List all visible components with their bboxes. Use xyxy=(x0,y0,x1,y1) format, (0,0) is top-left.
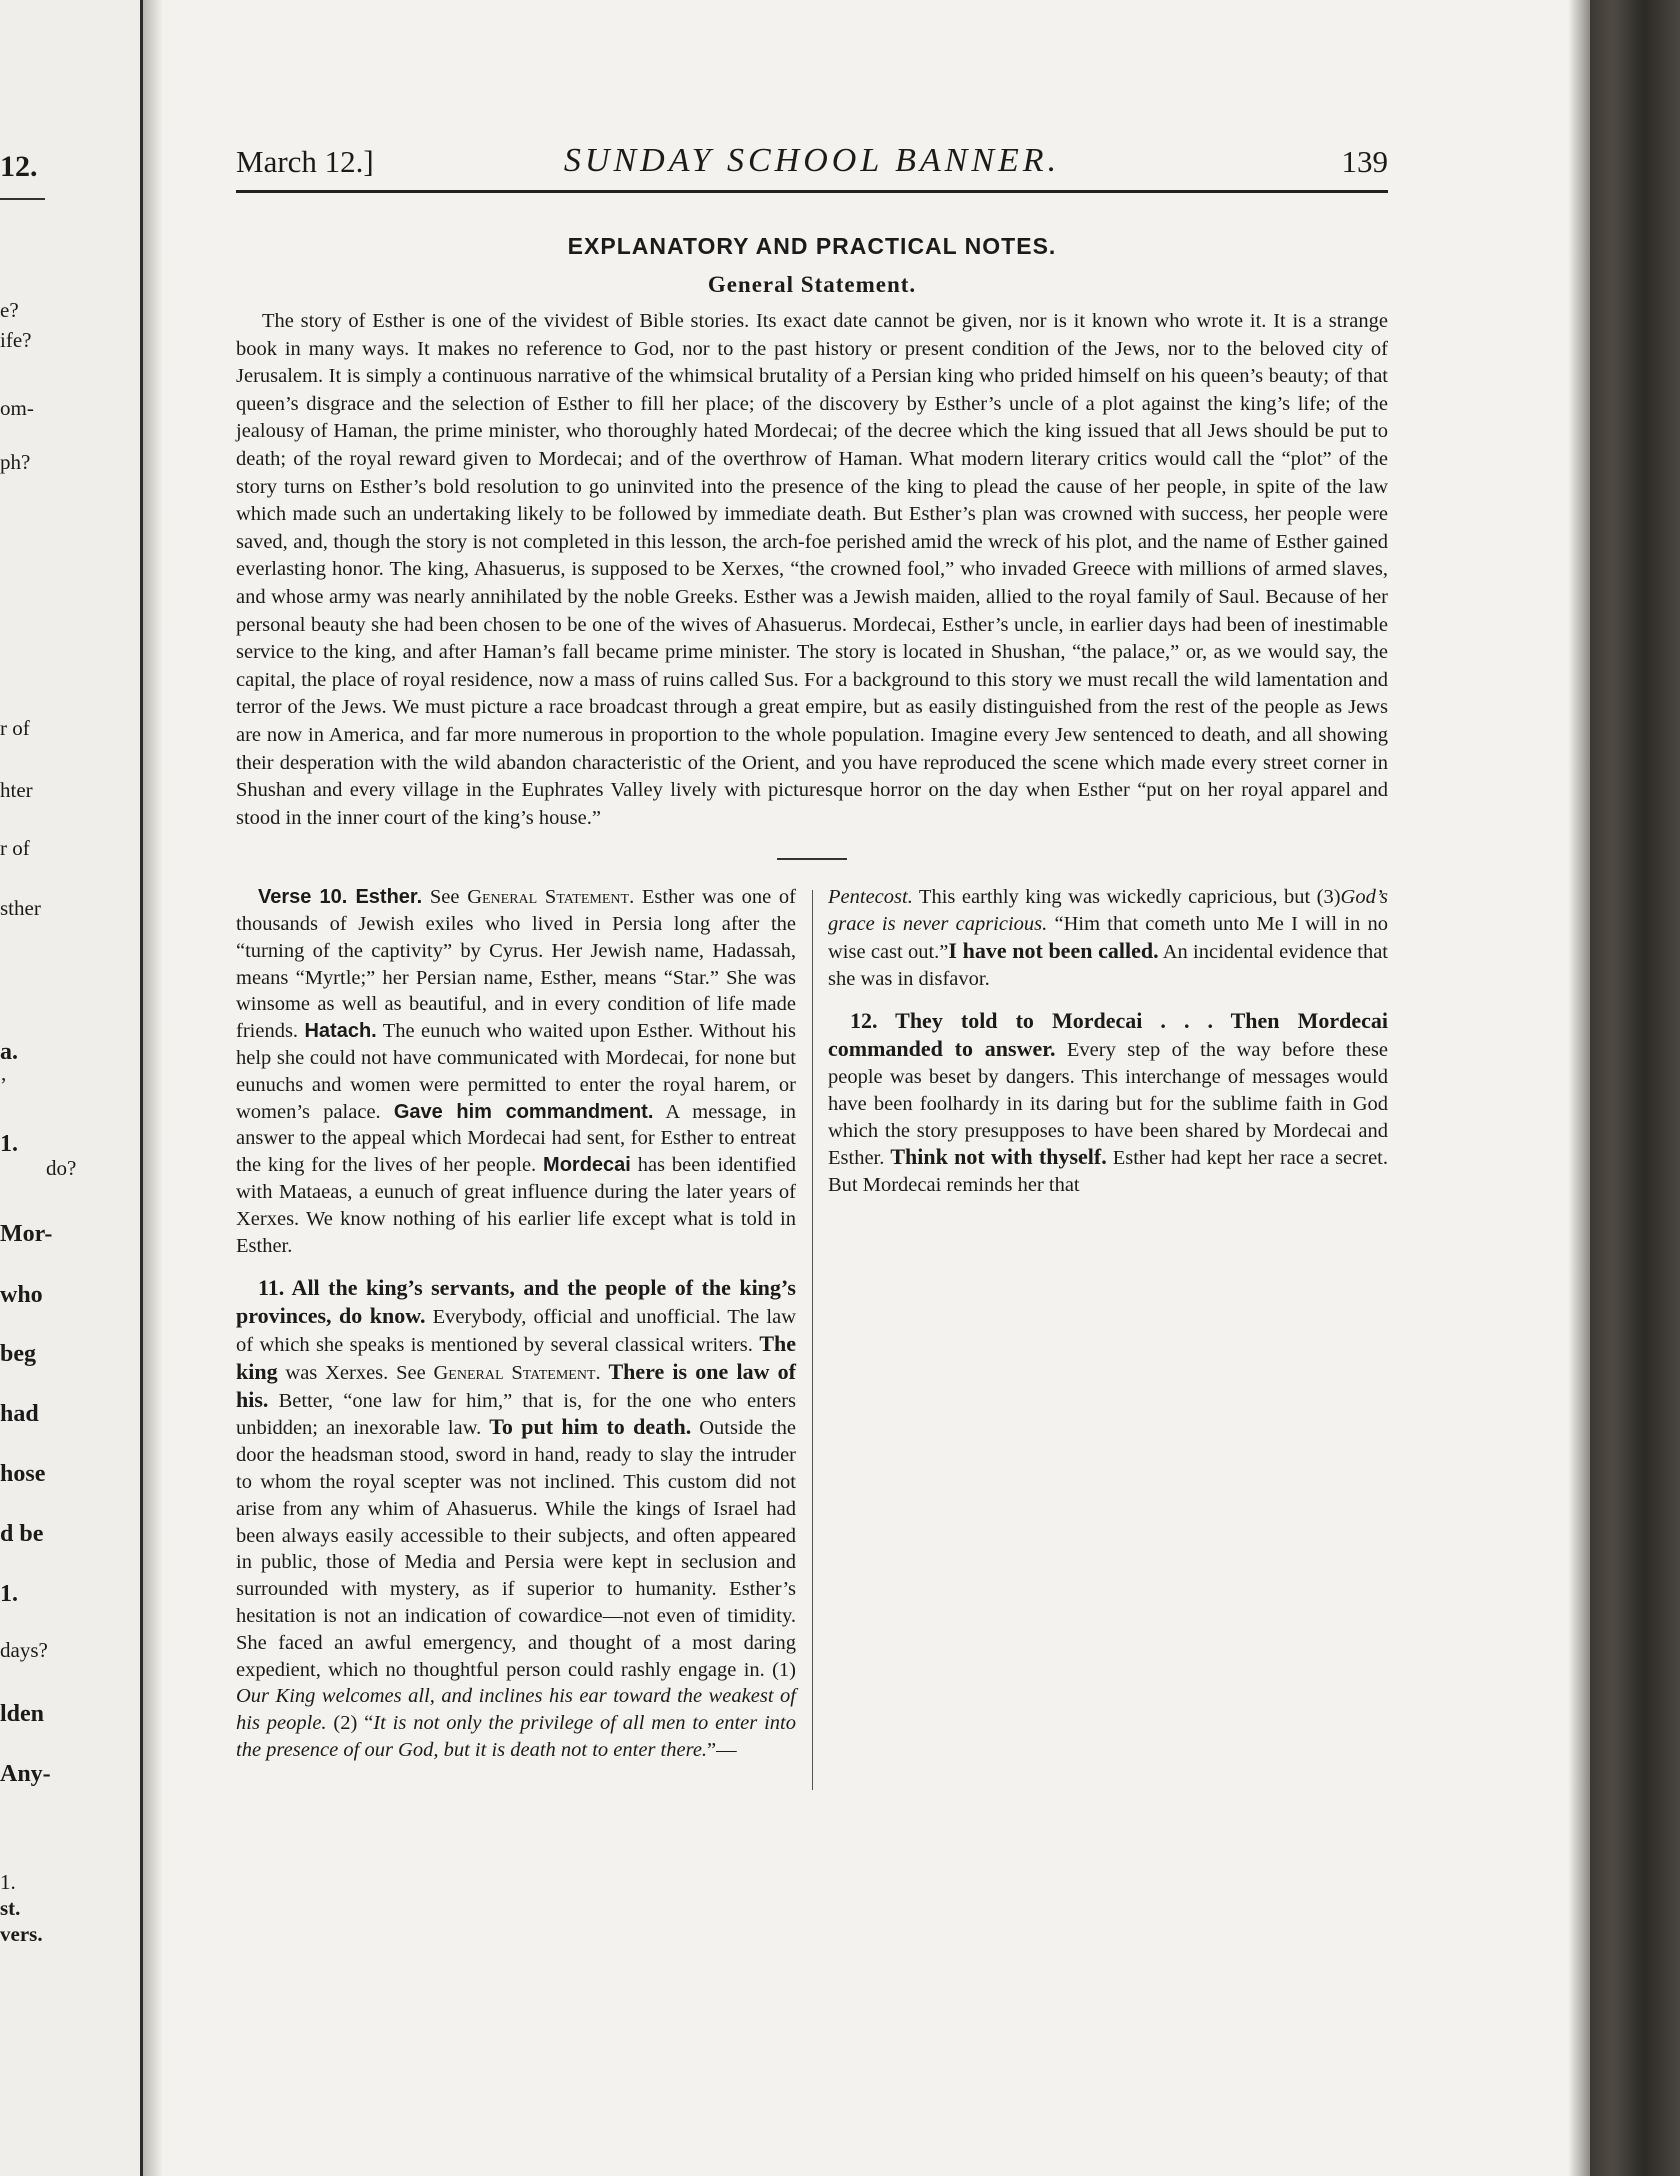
page-number: 139 xyxy=(1341,144,1388,179)
running-header xyxy=(236,140,1388,193)
prev-line: 1. xyxy=(0,1131,18,1157)
italic-quote: It is not only the privilege of all men to enter into the presence of our God, but it is death not to enter there. xyxy=(236,1712,796,1761)
column-rule xyxy=(812,890,813,1790)
note-text: Everybody, official and unofficial. The law of which she speaks is mentioned by several classical writers. xyxy=(236,1306,796,1357)
prev-line: 1. xyxy=(0,1581,18,1607)
keyword-i-have-not-been-called: I have not been called. xyxy=(948,937,1159,963)
prev-line: hose xyxy=(0,1461,46,1487)
book-spine xyxy=(1590,0,1680,2176)
italic-attribution: Pentecost. xyxy=(828,886,913,909)
prev-header-rule xyxy=(0,198,45,200)
note-text: A message, in answer to the appeal which Mordecai had sent, for Esther to entreat the king for the lives of her people. xyxy=(236,1100,796,1177)
header-date: March 12.] xyxy=(236,144,374,179)
note-text: ”— xyxy=(707,1738,737,1761)
verse-11-heading: 11. All the king’s servants, and the people of the king’s provinces, do know. xyxy=(236,1275,796,1329)
note-text: See xyxy=(422,886,468,909)
prev-line: r of xyxy=(0,836,30,860)
general-statement-paragraph: The story of Esther is one of the vividest of Bible stories. Its exact date cannot be given, nor is it known who wrote it. It is a strange book in many ways. It makes no reference to God, nor to the past history or present condition of the Jews, nor to the beloved city of Jerusalem. It is simply a continuous narrative of the whimsical brutality of a Persian king who prided himself on his queen’s beauty; of that queen’s disgrace and the selection of Esther to fill her place; of the discovery by Esther’s uncle of a plot against the king’s life; of the jealousy of Haman, the prime minister, who thoroughly hated Mordecai; of the decree which the king issued that all Jews should be put to death; of the royal reward given to Mordecai; and of the overthrow of Haman. What modern literary critics would call the “plot” of the story turns on Esther’s bold resolution to go uninvited into the presence of the king to plead the cause of her people, in spite of the law which made such an undertaking likely to be followed by immediate death. But Esther’s plan was crowned with success, her people were saved, and, though the story is not completed in this lesson, the arch-foe perished amid the wreck of his plot, and the name of Esther gained everlasting honor. The king, Ahasuerus, is supposed to be Xerxes, “the crowned fool,” who invaded Greece with millions of armed slaves, and whose army was nearly annihilated by the noble Greeks. Esther was a Jewish maiden, allied to the royal family of Saul. Because of her personal beauty she had been chosen to be one of the wives of Ahasuerus. Mordecai, Esther’s uncle, in earlier days had been of inestimable service to the king, and after Haman’s fall became prime minister. The story is located in Shushan, “the palace,” or, as we would say, the capital, the place of royal residence, now a mass of ruins called Sus. For a background to this story we must recall the wild lamentation and terror of the Jews. We must picture a race broadcast through a great empire, but as easily distinguished from the rest of the people as Jews are now in America, and far more numerous in proportion to the whole population. Imagine every Jew sentenced to death, and all showing their desperation with the wild abandon characteristic of the Orient, and you have reproduced the scene which made every street corner in Shushan and every village in the Euphrates Valley lively with picturesque horror on the day when Esther “put on her royal apparel and stood in the inner court of the king’s house.” xyxy=(236,310,1388,829)
note-text: Every step of the way before these people was beset by dangers. This interchange of messages would have been foolhardy in its daring but for the sublime faith in God which the story presupposes to have been shared by Mordecai and Esther. xyxy=(828,1039,1388,1170)
keyword-hatach: Hatach. xyxy=(304,1020,377,1043)
prev-line: do? xyxy=(46,1156,77,1180)
verse-11-note xyxy=(828,884,1388,992)
prev-line: days? xyxy=(0,1638,48,1662)
note-text: was Xerxes. See xyxy=(277,1361,434,1384)
verse-12-heading: 12. They told to Mordecai . . . Then Mordecai commanded to answer. xyxy=(828,1008,1388,1062)
prev-line: ’ xyxy=(0,1073,7,1097)
prev-line: r of xyxy=(0,716,30,740)
prev-line: lden xyxy=(0,1701,45,1727)
prev-line: a. xyxy=(0,1039,18,1065)
keyword-to-put-him-to-death: To put him to death. xyxy=(489,1414,692,1440)
italic-quote: God’s grace is never capricious. xyxy=(828,886,1388,936)
right-column xyxy=(828,884,1388,1215)
prev-line: Any- xyxy=(0,1761,51,1787)
previous-page-fragments xyxy=(0,0,130,2176)
prev-line: om- xyxy=(0,396,34,420)
keyword-the-king: The king xyxy=(236,1331,796,1384)
keyword-think-not-with-thyself: Think not with thyself. xyxy=(890,1144,1107,1170)
section-divider xyxy=(777,858,847,860)
keyword-one-law: There is one law of his. xyxy=(236,1358,796,1412)
note-text: Better, “one law for him,” that is, for the one who enters unbidden; an inexorable law. xyxy=(236,1389,796,1440)
cross-reference: General Statement. xyxy=(467,886,635,909)
note-text: The eunuch who waited upon Esther. Without his help she could not have communicated with Mordecai, for none but eunuchs and women were permitted to enter the royal harem, or women’s palace. xyxy=(236,1020,796,1123)
note-text: Esther was one of thousands of Jewish exiles who lived in Persia long after the “turning of the captivity” by Cyrus. Her Jewish name, Hadassah, means “Myrtle;” her Persian name, Esther, means “Star.” She was winsome as well as beautiful, and in every condition of life made friends. xyxy=(236,886,796,1043)
binding-shadow xyxy=(143,0,163,2176)
cross-reference: General Statement. xyxy=(433,1361,601,1384)
prev-line: ph? xyxy=(0,450,31,474)
keyword-gave-him-commandment: Gave him commandment. xyxy=(393,1100,654,1123)
note-text: This earthly king was wickedly capricious, but (3) xyxy=(912,886,1341,909)
note-text: “Him that cometh unto Me I will in no wise cast out.” xyxy=(828,913,1388,963)
left-column xyxy=(236,884,796,1780)
prev-line: who xyxy=(0,1282,43,1308)
two-column-notes xyxy=(236,884,1388,1794)
note-text: (2) “ xyxy=(326,1712,374,1735)
verse-12-note xyxy=(828,1008,1388,1199)
verse-11-note xyxy=(236,1275,796,1763)
prev-line: ife? xyxy=(0,328,32,352)
header-title: SUNDAY SCHOOL BANNER. xyxy=(563,142,1061,179)
section-title: EXPLANATORY AND PRACTICAL NOTES. xyxy=(567,233,1057,259)
prev-line: Mor- xyxy=(0,1221,53,1247)
prev-line: st. xyxy=(0,1896,21,1920)
prev-line: had xyxy=(0,1401,39,1427)
prev-line: hter xyxy=(0,778,33,802)
prev-line: 1. xyxy=(0,1870,16,1894)
prev-line: e? xyxy=(0,298,19,322)
prev-line: d be xyxy=(0,1521,44,1547)
prev-line: sther xyxy=(0,896,41,920)
page-content xyxy=(236,140,1388,1794)
keyword-mordecai: Mordecai xyxy=(543,1154,631,1177)
subhead-general-statement: General Statement. xyxy=(707,272,917,297)
prev-line: 12. xyxy=(0,150,38,183)
prev-line: beg xyxy=(0,1341,36,1367)
italic-quote: Our King welcomes all, and inclines his ear toward the weakest of his people. xyxy=(236,1685,796,1735)
note-text: An incidental evidence that she was in disfavor. xyxy=(828,940,1388,990)
note-text: Outside the door the headsman stood, sword in hand, ready to slay the intruder to whom the royal scepter was not inclined. This custom did not arise from any whim of Ahasuerus. While the kings of Israel had been always easily accessible to their subjects, and often appeared in public, those of Media and Persia were kept in seclusion and surrounded with mystery, as if superior to humanity. Esther’s hesitation is not an indication of cowardice—not even of timidity. She faced an awful emergency, and thought of a most daring expedient, which no thoughtful person could rashly engage in. (1) xyxy=(236,1417,797,1681)
note-text: Esther had kept her race a secret. But Mordecai reminds her that xyxy=(828,1147,1388,1197)
prev-line: vers. xyxy=(0,1922,43,1946)
note-text: has been identified with Mataeas, a eunuch of great influence during the later years of Xerxes. We know nothing of his earlier life except what is told in Esther. xyxy=(236,1154,796,1257)
page-edge-shadow xyxy=(1568,0,1590,2176)
verse-10-note xyxy=(236,884,796,1259)
verse-10-heading: Verse 10. Esther. xyxy=(258,886,423,909)
